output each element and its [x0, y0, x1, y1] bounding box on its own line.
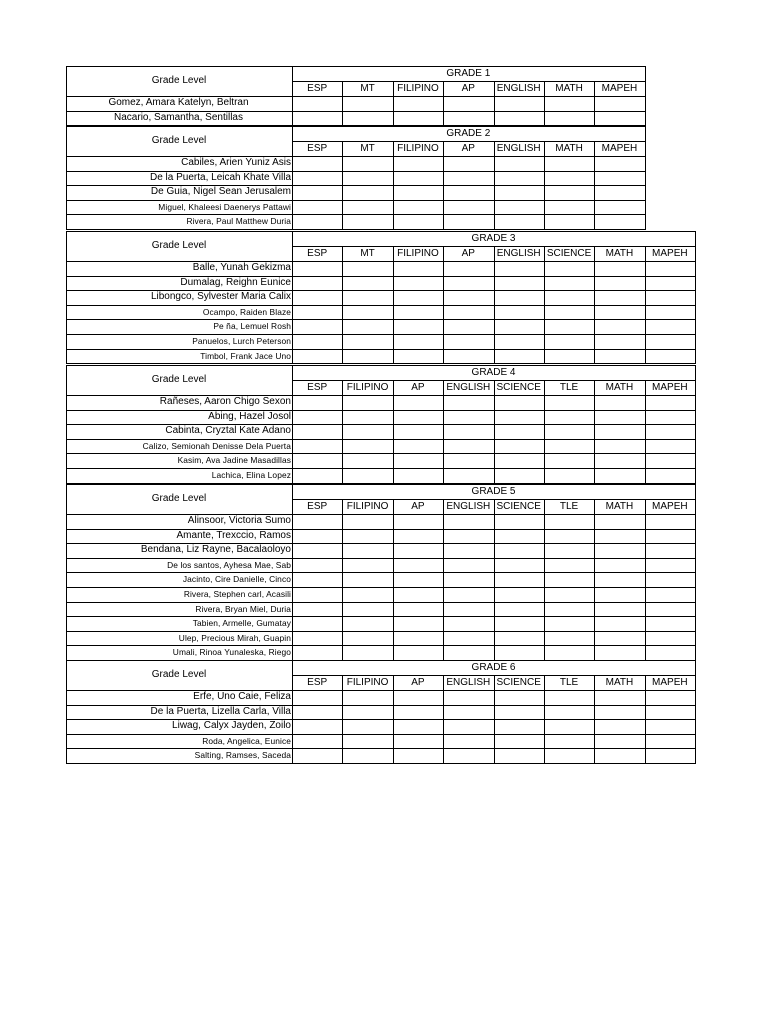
grade-title: GRADE 3 [471, 232, 516, 244]
grid-line [66, 365, 67, 484]
subject-header: TLE [559, 381, 579, 393]
subject-header: ESP [307, 82, 328, 94]
subject-header: MAPEH [601, 82, 638, 94]
grid-line [66, 690, 696, 691]
grid-line [645, 66, 646, 126]
subject-header: MAPEH [652, 381, 688, 393]
grid-line [342, 141, 343, 230]
grid-line [695, 660, 696, 764]
grid-line [66, 66, 646, 67]
grid-line [594, 499, 595, 661]
student-name: Cabiles, Arien Yuniz Asis [181, 157, 291, 169]
student-name: Lachica, Elina Lopez [211, 470, 291, 481]
subject-header: AP [461, 247, 475, 259]
grid-line [342, 499, 343, 661]
grid-line [66, 660, 696, 661]
grid-line [66, 529, 696, 530]
grid-line [66, 349, 696, 350]
subject-header: MATH [605, 500, 634, 512]
grid-line [695, 365, 696, 484]
student-name: De la Puerta, Leicah Khate Villa [149, 171, 291, 183]
subject-header: ESP [307, 381, 328, 393]
grid-line [66, 543, 696, 544]
student-name: Bendana, Liz Rayne, Bacalaoloyo [140, 544, 291, 556]
grid-line [645, 675, 646, 764]
grid-line [66, 705, 696, 706]
grid-line [393, 675, 394, 764]
grid-line [66, 66, 67, 126]
grid-line [66, 334, 696, 335]
grade-level-label: Grade Level [151, 374, 207, 385]
grid-line [443, 81, 444, 126]
grade-title: GRADE 6 [471, 661, 516, 673]
grid-line [393, 499, 394, 661]
subject-header: ESP [307, 142, 328, 154]
grid-line [544, 246, 545, 364]
grid-line [66, 514, 696, 515]
grid-line [494, 499, 495, 661]
grid-line [292, 141, 646, 142]
student-name: Salting, Ramses, Saceda [194, 750, 291, 761]
subject-header: MT [360, 82, 375, 94]
subject-header: ESP [307, 247, 328, 259]
grid-line [66, 439, 696, 440]
grid-line [494, 246, 495, 364]
subject-header: FILIPINO [397, 142, 439, 154]
student-name: Libongco, Sylvester Maria Calix [150, 291, 291, 303]
student-name: Rivera, Bryan Miel, Duria [195, 603, 291, 614]
grid-line [594, 246, 595, 364]
grid-line [292, 231, 293, 364]
grid-line [66, 660, 67, 764]
grid-line [342, 81, 343, 126]
grid-line [292, 365, 293, 484]
student-name: Ocampo, Raiden Blaze [202, 306, 291, 317]
subject-header: FILIPINO [397, 247, 439, 259]
subject-header: MAPEH [652, 247, 688, 259]
grid-line [443, 675, 444, 764]
grid-line [494, 675, 495, 764]
grid-line [594, 380, 595, 484]
subject-header: FILIPINO [346, 381, 389, 393]
grid-line [645, 380, 646, 484]
grade-level-label: Grade Level [151, 493, 207, 504]
student-name: Erfe, Uno Caie, Feliza [193, 691, 291, 703]
subject-header: FILIPINO [346, 500, 389, 512]
grid-line [544, 81, 545, 126]
student-name: Dumalag, Reighn Eunice [180, 276, 291, 288]
grade-level-label: Grade Level [151, 75, 207, 86]
subject-header: TLE [559, 500, 579, 512]
grid-line [66, 126, 67, 230]
grid-line [443, 499, 444, 661]
subject-header: MATH [605, 247, 634, 259]
grid-line [66, 395, 696, 396]
grid-line [292, 484, 293, 661]
grid-line [66, 734, 696, 735]
grid-line [66, 229, 646, 230]
grid-line [494, 380, 495, 484]
grid-line [645, 499, 646, 661]
grid-line [66, 719, 696, 720]
student-name: Rañeses, Aaron Chigo Sexon [159, 396, 291, 408]
grid-line [66, 410, 696, 411]
subject-header: TLE [559, 676, 579, 688]
grid-line [66, 261, 696, 262]
student-name: De los santos, Ayhesa Mae, Sab [167, 559, 291, 570]
student-name: Miguel, Khaleesi Daenerys Pattawi [158, 201, 291, 212]
grid-line [645, 126, 646, 230]
student-name: Liwag, Calyx Jayden, Zoilo [172, 720, 291, 732]
grid-line [66, 305, 696, 306]
student-name: Balle, Yunah Gekizma [192, 262, 291, 274]
grid-line [594, 141, 595, 230]
grade-title: GRADE 5 [471, 485, 516, 497]
grid-line [66, 645, 696, 646]
subject-header: MAPEH [601, 142, 638, 154]
grade-title: GRADE 1 [446, 67, 491, 79]
subject-header: ENGLISH [446, 381, 491, 393]
student-name: Calizo, Semionah Denisse Dela Puerta [142, 440, 291, 451]
subject-header: FILIPINO [346, 676, 389, 688]
subject-header: SCIENCE [496, 381, 541, 393]
subject-header: MATH [555, 142, 583, 154]
grid-line [544, 499, 545, 661]
student-name: Ulep, Precious Mirah, Guapin [178, 632, 291, 643]
subject-header: ENGLISH [446, 676, 491, 688]
subject-header: FILIPINO [397, 82, 439, 94]
grid-line [66, 453, 696, 454]
student-name: Roda, Angelica, Eunice [202, 735, 291, 746]
student-name: Tabien, Armelle, Gumatay [192, 618, 291, 629]
grid-line [594, 675, 595, 764]
student-name: Rivera, Paul Matthew Duria [186, 216, 291, 227]
subject-header: MATH [605, 676, 634, 688]
grid-line [292, 126, 293, 230]
grid-line [66, 631, 696, 632]
student-name: De la Puerta, Lizella Carla, Villa [150, 705, 291, 717]
student-name: Cabinta, Cryztal Kate Adano [165, 425, 291, 437]
grid-line [342, 380, 343, 484]
student-name: Alinsoor, Victoria Sumo [187, 515, 291, 527]
grid-line [66, 587, 696, 588]
grade-level-label: Grade Level [151, 669, 207, 680]
grid-line [544, 675, 545, 764]
grid-line [443, 246, 444, 364]
grade-level-label: Grade Level [151, 135, 207, 146]
student-name: Abing, Hazel Josol [208, 410, 291, 422]
grid-line [66, 231, 696, 232]
subject-header: MATH [605, 381, 634, 393]
subject-header: ENGLISH [496, 247, 541, 259]
student-name: Gomez, Amara Katelyn, Beltran [108, 97, 249, 109]
grid-line [66, 214, 646, 215]
grid-line [66, 602, 696, 603]
grid-line [66, 468, 696, 469]
grid-line [342, 246, 343, 364]
grade-title: GRADE 4 [471, 366, 516, 378]
grid-line [645, 246, 646, 364]
grid-line [695, 484, 696, 661]
grid-line [544, 380, 545, 484]
student-name: Kasim, Ava Jadine Masadillas [177, 455, 291, 466]
grid-line [66, 572, 696, 573]
student-name: De Guia, Nigel Sean Jerusalem [150, 186, 291, 198]
subject-header: AP [411, 500, 425, 512]
grid-line [66, 276, 696, 277]
grid-line [66, 171, 646, 172]
grid-line [393, 141, 394, 230]
grid-line [292, 660, 293, 764]
student-name: Timbol, Frank Jace Uno [200, 350, 291, 361]
student-name: Panuelos, Lurch Peterson [192, 336, 291, 347]
grid-line [66, 484, 696, 485]
subject-header: MAPEH [652, 676, 688, 688]
grid-line [494, 81, 495, 126]
grid-line [66, 365, 696, 366]
grid-line [494, 141, 495, 230]
grid-line [66, 231, 67, 364]
grid-line [66, 319, 696, 320]
grid-line [443, 141, 444, 230]
student-name: Umali, Rinoa Yunaleska, Riego [172, 647, 291, 658]
grid-line [393, 81, 394, 126]
grade-title: GRADE 2 [446, 127, 491, 139]
student-name: Nacario, Samantha, Sentillas [114, 111, 243, 123]
grid-line [66, 126, 646, 127]
subject-header: MAPEH [652, 500, 688, 512]
subject-header: MATH [555, 82, 583, 94]
subject-header: AP [461, 82, 475, 94]
subject-header: AP [411, 676, 425, 688]
grid-line [393, 246, 394, 364]
grid-line [66, 200, 646, 201]
grid-line [66, 156, 646, 157]
subject-header: MT [360, 247, 375, 259]
grid-line [544, 141, 545, 230]
subject-header: SCIENCE [496, 500, 541, 512]
grid-line [66, 290, 696, 291]
grid-line [594, 81, 595, 126]
student-name: Jacinto, Cire Danielle, Cinco [182, 574, 291, 585]
student-name: Pe ña, Lemuel Rosh [213, 321, 291, 332]
grid-line [66, 111, 646, 112]
student-name: Amante, Trexccio, Ramos [176, 529, 291, 541]
subject-header: MT [360, 142, 375, 154]
grid-line [66, 748, 696, 749]
subject-header: ENGLISH [496, 82, 541, 94]
grade-level-label: Grade Level [151, 240, 207, 251]
grid-line [292, 81, 646, 82]
grid-line [66, 96, 646, 97]
subject-header: ENGLISH [496, 142, 541, 154]
subject-header: ENGLISH [446, 500, 491, 512]
grid-line [342, 675, 343, 764]
grid-line [66, 616, 696, 617]
grid-line [66, 558, 696, 559]
grid-line [695, 231, 696, 364]
grid-line [66, 763, 696, 764]
subject-header: SCIENCE [496, 676, 541, 688]
student-name: Rivera, Stephen carl, Acasili [183, 589, 291, 600]
subject-header: ESP [307, 500, 328, 512]
grid-line [66, 185, 646, 186]
grid-line [66, 424, 696, 425]
grid-line [443, 380, 444, 484]
subject-header: AP [461, 142, 475, 154]
grid-line [66, 484, 67, 661]
subject-header: AP [411, 381, 425, 393]
subject-header: ESP [307, 676, 328, 688]
subject-header: SCIENCE [546, 247, 592, 259]
grid-line [292, 66, 293, 126]
grid-line [393, 380, 394, 484]
